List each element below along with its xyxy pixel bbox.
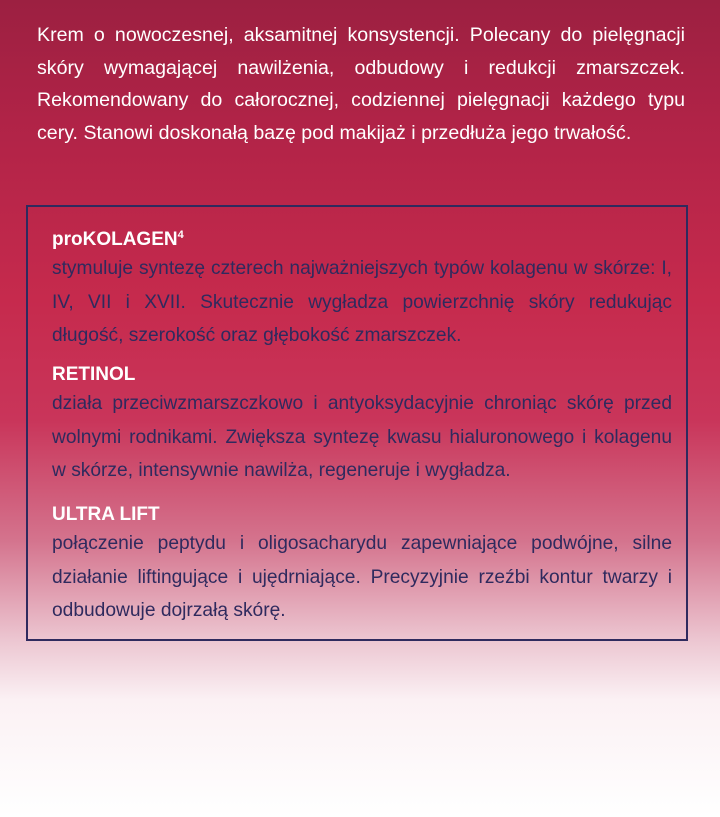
product-description: Krem o nowoczesnej, aksamitnej konsystencji. Polecany do pielęgnacji skóry wymagającej nawilżenia, odbudowy i redukcji zmarszczek. Rekomendowany do całorocznej, codziennej pielęgnacji każdego typu cery. Stanowi doskonałą bazę pod makijaż i przedłuża jego trwałość. xyxy=(37,24,685,144)
ingredient-description: działa przeciwzmarszczkowo i antyoksydacyjnie chroniąc skórę przed wolnymi rodnikami. Zwiększa syntezę kwasu hialuronowego i kolagenu w skórze, intensywnie nawilża, regeneruje i wygładza. xyxy=(52,393,672,481)
ingredient-prokolagen xyxy=(52,223,672,353)
ingredient-name: RETINOL xyxy=(52,364,136,385)
ingredient-name: proKOLAGEN xyxy=(52,229,178,250)
ingredient-description: połączenie peptydu i oligosacharydu zapewniające podwójne, silne działanie liftingujące i ujędrniające. Precyzyjnie rzeźbi kontur twarzy i odbudowuje dojrzałą skórę. xyxy=(52,533,672,621)
ingredient-ultra-lift xyxy=(52,503,672,628)
ingredient-superscript: 4 xyxy=(177,229,184,241)
ingredient-heading xyxy=(52,223,672,252)
ingredients-box xyxy=(26,205,688,641)
ingredient-name: ULTRA LIFT xyxy=(52,504,160,525)
ingredient-retinol xyxy=(52,363,672,488)
ingredient-description: stymuluje syntezę czterech najważniejszych typów kolagenu w skórze: I, IV, VII i XVII. Skutecznie wygładza powierzchnię skóry redukując długość, szerokość oraz głębokość zmarszczek. xyxy=(52,258,672,346)
